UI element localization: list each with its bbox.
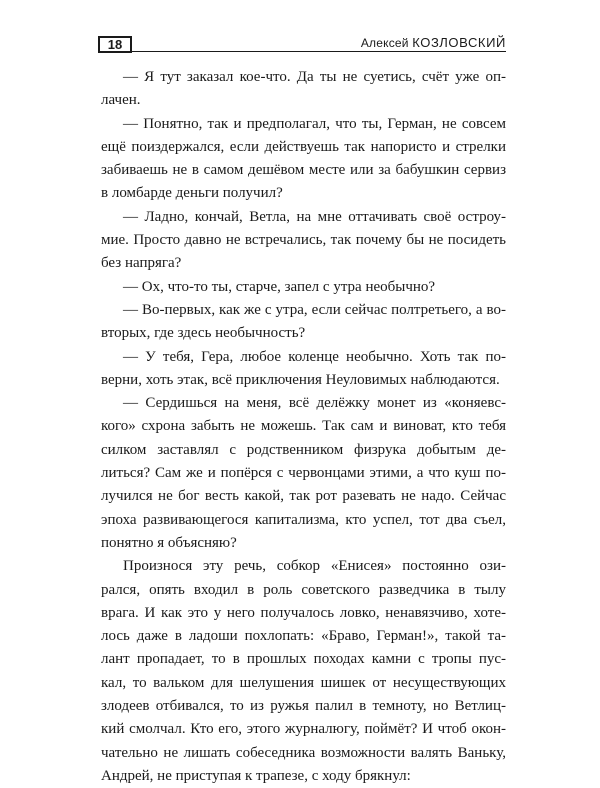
text-line: — Я тут заказал кое-что. Да ты не суетись, счёт уже оп- (123, 69, 506, 85)
text-line: мие. Просто давно не встречались, так почему бы не посидеть (101, 232, 506, 249)
text-line: — Понятно, так и предполагал, что ты, Герман, не совсем (123, 115, 506, 132)
text-line: в ломбарде деньги получил? (101, 185, 283, 202)
text-line: эпоха развивающегося капитализма, кто успел, тот два съел, (101, 511, 506, 528)
text-line: лачен. (101, 92, 141, 109)
author-last-name: КОЗЛОВСКИЙ (412, 35, 506, 50)
text-line: без напряга? (101, 255, 182, 272)
header-rule (132, 51, 506, 52)
text-line: рался, опять входил в роль советского разведчика в тылу (101, 581, 506, 598)
text-line: кал, то вальком для шелушения шишек от несуществующих (101, 674, 506, 691)
text-line: понятно я объясняю? (101, 534, 237, 551)
text-line: забиваешь не в самом дешёвом месте или за бабушкин сервиз (101, 162, 506, 179)
text-line: силком заставлял с родственником физрука добытым де- (101, 441, 506, 458)
text-line: лант пропадает, то в прошлых походах камни с тропы пус- (101, 651, 506, 668)
text-line: — Ладно, кончай, Ветла, на мне оттачивать своё остроу- (123, 208, 506, 225)
body-text (101, 66, 506, 788)
text-line: чательно не лишать собеседника возможности валять Ваньку, (101, 744, 506, 761)
text-line: вторых, где здесь необычность? (101, 325, 306, 342)
text-line: кий смолчал. Кто его, этого журналюгу, поймёт? И чтоб окон- (101, 721, 506, 738)
text-line: Андрей, не приступая к трапезе, с ходу брякнул: (101, 767, 411, 784)
running-head-author (361, 35, 506, 50)
text-line: верни, хоть этак, всё приключения Неуловимых наблюдаются. (101, 371, 500, 388)
text-line: — Во-первых, как же с утра, если сейчас полтретьего, а во- (123, 301, 506, 318)
text-line: ещё поиздержался, если действуешь так напористо и стрелки (101, 138, 506, 155)
text-line: лось даже в ладоши похлопать: «Браво, Герман!», такой та- (101, 628, 506, 645)
text-line: — Ох, что-то ты, старче, запел с утра необычно? (123, 278, 436, 295)
text-line: — У тебя, Гера, любое коленце необычно. Хоть так по- (123, 348, 506, 365)
text-line: лучился не бог весть какой, так рот разевать не надо. Сейчас (101, 488, 506, 505)
text-line: литься? Сам же и попёрся с червонцами этими, а что куш по- (101, 465, 506, 482)
page-number: 18 (98, 36, 132, 53)
text-line: Произнося эту речь, собкор «Енисея» постоянно ози- (123, 558, 506, 575)
text-line: злодеев отбивался, то из ружья палил в темноту, но Ветлиц- (101, 698, 506, 715)
text-line: кого» схрона забыть не можешь. Так сам и виноват, кто тебя (101, 418, 506, 435)
text-line: врага. И как это у него получалось ловко, ненавязчиво, хоте- (101, 604, 506, 621)
author-first-name: Алексей (360, 36, 409, 50)
text-line: — Сердишься на меня, всё делёжку монет из «коняевс- (123, 395, 506, 412)
